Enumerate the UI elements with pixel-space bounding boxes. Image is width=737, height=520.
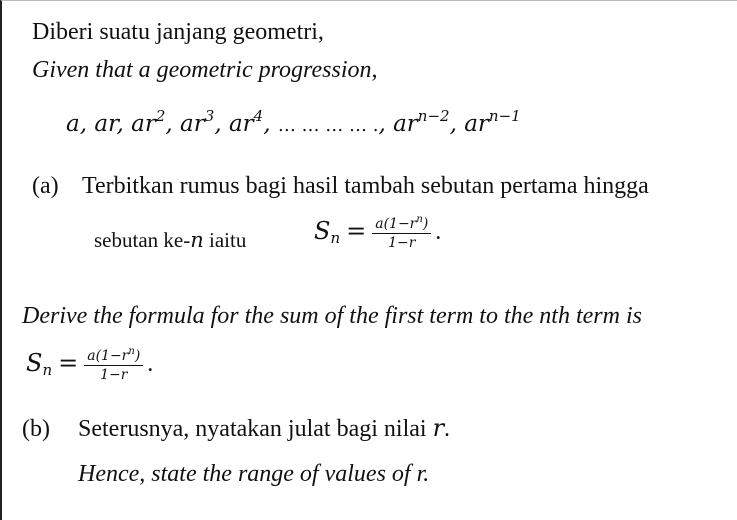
part-a-malay-line2: sebutan ke-n iaitu: [94, 228, 247, 252]
term-1: a: [66, 111, 80, 137]
sum-formula-b: $S_n$ = $\frac{a(1-r^n)}{1-r}$ .: [26, 346, 154, 383]
term-3: $ar^2$: [131, 107, 166, 137]
term-2: ar: [94, 111, 117, 137]
part-a-malay-line1: (a) Terbitkan rumus bagi hasil tambah sebutan pertama hingga: [32, 173, 649, 199]
intro-english: Given that a geometric progression,: [32, 57, 378, 83]
part-a-label: (a): [32, 173, 59, 199]
term-4: $ar^3$: [180, 107, 215, 137]
sum-symbol: $S_n$: [314, 217, 341, 248]
part-b-malay: (b) Seterusnya, nyatakan julat bagi nilai r.: [22, 414, 451, 442]
intro-malay: Diberi suatu janjang geometri,: [32, 19, 324, 45]
sequence-ellipsis: … … … … .: [277, 115, 379, 136]
sum-fraction: $\frac{a(1-r^n)}{1-r}$: [372, 215, 431, 252]
part-b-english: Hence, state the range of values of r.: [78, 461, 430, 487]
geometric-sequence: a, ar, $ar^2$, $ar^3$, $ar^4$, … … … … ., $ar^{n-2}$, $ar^{n-1}$: [66, 107, 521, 137]
part-a-english: Derive the formula for the sum of the first term to the nth term is: [22, 303, 642, 329]
term-5: $ar^4$: [228, 107, 264, 137]
sum-formula-a: $S_n$ = $\frac{a(1-r^n)}{1-r}$ .: [314, 214, 442, 251]
term-n-minus-1: $ar^{n-2}$: [393, 107, 450, 137]
part-b-label: (b): [22, 416, 50, 442]
term-n: $ar^{n-1}$: [464, 107, 521, 137]
